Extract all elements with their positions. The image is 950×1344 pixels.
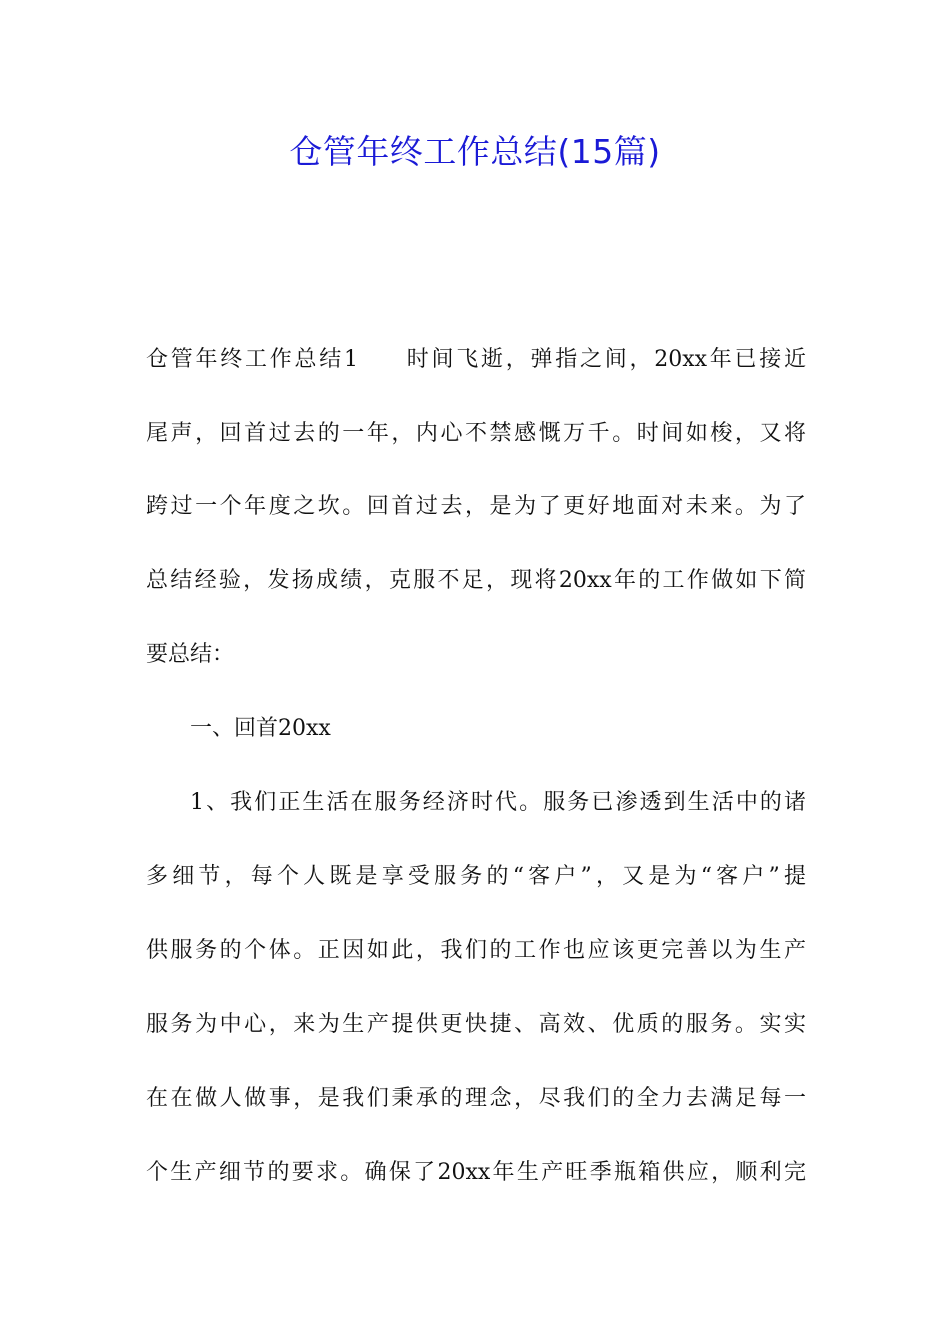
- paragraph-line: 要总结：: [146, 642, 235, 667]
- paragraph-line: 跨过一个年度之坎。回首过去，是为了更好地面对未来。为了: [146, 494, 806, 519]
- paragraph-line: 服务为中心，来为生产提供更快捷、高效、优质的服务。实实: [146, 1012, 806, 1037]
- line-text: 时间飞逝，弹指之间，20xx年已接近: [403, 347, 807, 372]
- document-title: 仓管年终工作总结(15篇): [289, 132, 661, 171]
- paragraph-line: 多细节，每个人既是享受服务的“客户”，又是为“客户”提: [146, 864, 806, 889]
- paragraph-line: 尾声，回首过去的一年，内心不禁感慨万千。时间如梭，又将: [146, 421, 806, 446]
- section-heading: 一、回首20xx: [190, 716, 331, 741]
- paragraph-line: 个生产细节的要求。确保了20xx年生产旺季瓶箱供应，顺利完: [146, 1160, 806, 1185]
- section-heading-inline: 仓管年终工作总结1: [146, 347, 358, 372]
- paragraph-line: 在在做人做事，是我们秉承的理念，尽我们的全力去满足每一: [146, 1086, 806, 1111]
- paragraph-line: 供服务的个体。正因如此，我们的工作也应该更完善以为生产: [146, 938, 806, 963]
- paragraph-line: 1、我们正生活在服务经济时代。服务已渗透到生活中的诸: [190, 790, 806, 815]
- paragraph-line: 总结经验，发扬成绩，克服不足，现将20xx年的工作做如下简: [146, 568, 806, 593]
- paragraph-line: [146, 340, 806, 380]
